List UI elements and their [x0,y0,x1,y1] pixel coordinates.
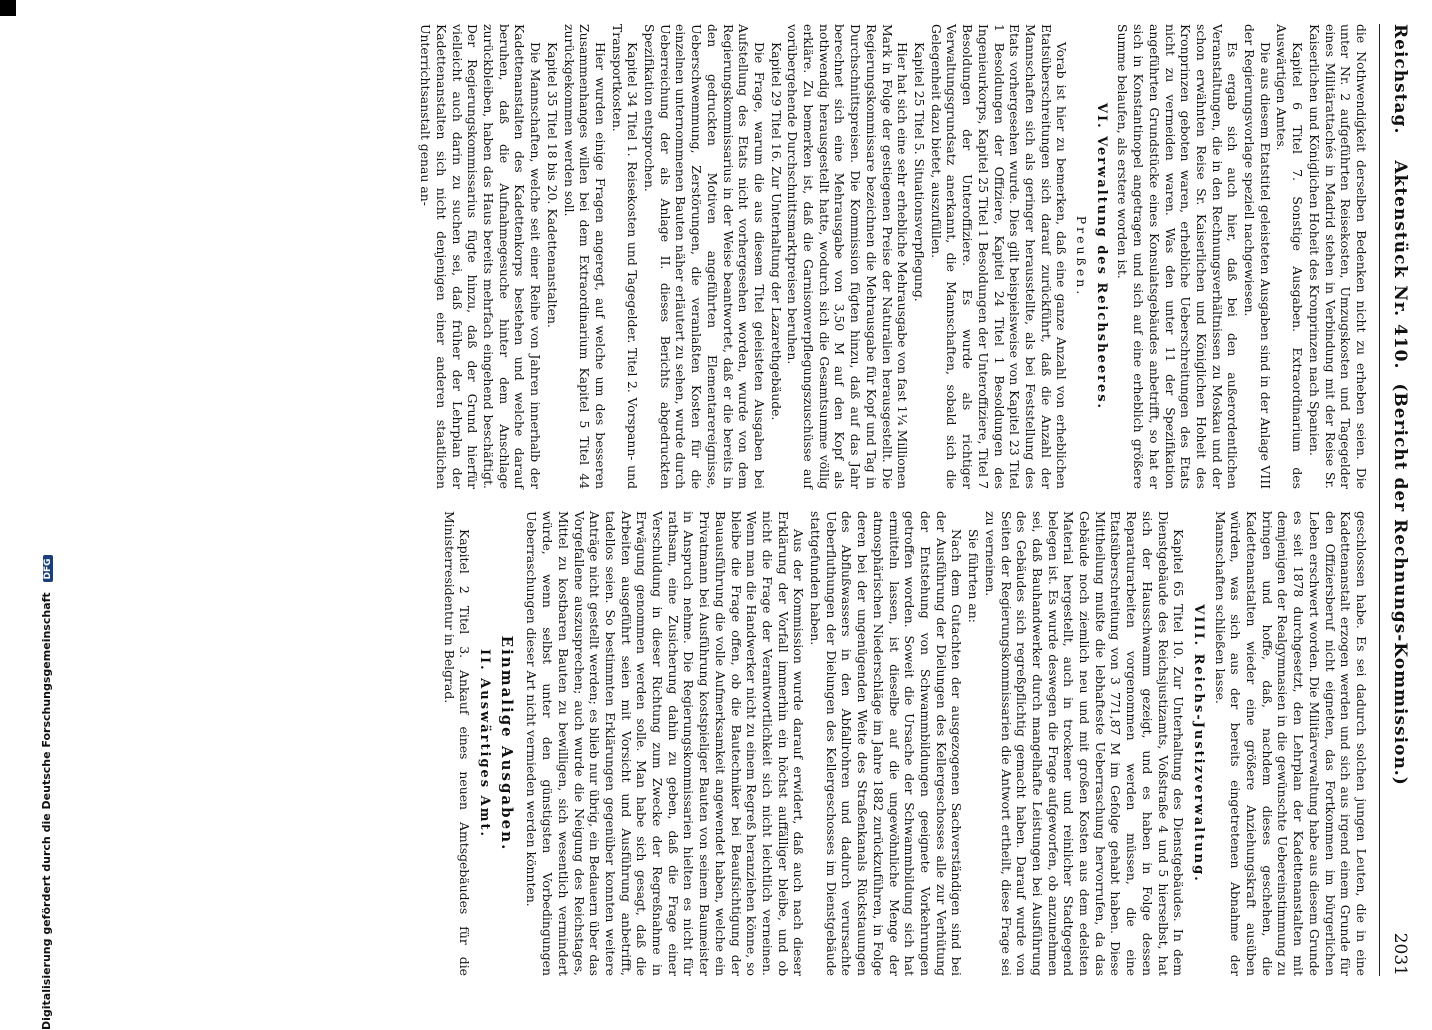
scan-corner-mark [0,0,16,16]
paragraph: Kapitel 6 Titel 7. Sonstige Ausgaben. Extraordinarium des Auswärtigen Amtes. [1274,24,1306,489]
paragraph: Sie führten an: [966,529,982,623]
paragraph: Die Frage, warum die aus diesem Titel geleisteten Ausgaben bei Aufstellung des Etats nicht vorhergesehen worden, wurde von dem Regierungskommissarius in der Weise beantwortet, daß er die bereits in den gedruckten Motiven angeführten Elementarereignisse, Ueberschwemmung, Zerstörungen, die veranlaßten Kosten für die einzelnen unternommenen Bauten näher erläutert zu sehen, wurde durch Ueberreichung der als Anlage II. dieses Berichts abgedruckten Spezifikation entsprochen. [642,24,767,489]
paragraph: Hier wurden einige Fragen angeregt, auf welche um des besseren Zusammenhanges willen bei dem Extraordinarium Kapitel 5 Titel 44 zurückgekommen werden soll. [561,24,608,489]
page-number: 2031 [1390,932,1410,976]
credit-label: Digitalisierung gefördert durch die Deutsche Forschungsgemeinschaft [40,592,53,1030]
running-head [1379,24,1410,976]
paragraph: Kapitel 25 Titel 5. Situationsverpflegung. [912,42,928,302]
paragraph: Aus der Kommission wurde darauf erwidert, daß auch nach dieser Erklärung der Vorfall immerhin ein höchst auffälliger bleibe, und ob nicht die Frage der Verantwortlichkeit sich nicht leichtlich verneinen. Wenn man die Handwerker nicht zu einem Regreß heranziehen könne, so bleibe die Frage offen, ob die Bautechniker bei Beaufsichtigung der Bauausführung die volle Aufmerksamkeit angewendet haben, welche ein Privatmann bei Ausführung kostspieliger Bauten von seinem Baumeister in Anspruch nehme. Die Regierungskommissarien hielten es nicht für rathsam, eine Zusicherung dahin zu geben, daß die Frage einer Verschuldung in dieser Richtung zum Zwecke der Regreßnahme in Erwägung genommen werden solle. Man habe sich gesagt, daß die Arbeiten ausgeführt seien mit Vorsicht und Ausführung anbetrifft, tadellos seien. So bestimmten Erklärungen gegenüber konnten weitere Anträge nicht gestellt werden; es blieb nur übrig, ein Bedauern über das Vorgefallene auszusprechen; auch wurde die Neigung des Reichstages, Mittel zu kostbaren Bauten zu bewilligen, sich wesentlich vermindert würde, wenn selbst unter den günstigsten Vorbedingungen Ueberraschungen dieser Art nicht vermieden werden könnten. [524,511,807,976]
paragraph: Nach dem Gutachten der ausgezogenen Sachverständigen sind bei der Ausführung der Dielungen des Kellergeschosses alle zur Verhütung der Entstehung von Schwammbildungen geeignete Vorkehrungen getroffen worden. Soweit die Ursache der Schwammbildung sich hat ermitteln lassen, ist dieselbe auf die ungewöhnliche Menge der atmosphärischen Niederschläge im Jahre 1882 zurückzuführen, in Folge deren bei der ungenügenden Weite des Straßenkanals Rückstauungen des Abflußwassers in den Abfallrohren und dadurch verursachte Ueberfluthungen der Dielungen des Kellergeschosses im Dienstgebäude stattgefunden haben. [808,511,965,976]
paragraph: geschlossen habe. Es sei dadurch solchen jungen Leuten, die in eine Kadettenanstalt erzogen werden und sich aus irgend einem Grunde für den Offiziersberuf nicht eigneten, das Fortkommen im bürgerlichen Leben erschwert worden. Die Militärverwaltung habe aus diesem Grunde es seit 1878 durchgesetzt, den Lehrplan der Kadettenanstalten mit demjenigen der Realgymnasien in die gewünschte Uebereinstimmung zu bringen und hoffe, daß, nachdem dieses geschehen, die Kadettenanstalten wieder eine größere Anziehungskraft ausüben würden, was sich aus der bereits eingetretenen Abnahme der Mannschaften schließen lasse. [1212,511,1369,976]
header-left: Reichstag. [1390,24,1410,135]
document-page [60,0,1422,1000]
column-right [417,511,1369,976]
header-report-title: (Bericht der Rechnungs-Kommission.) [1390,383,1410,786]
paragraph: Kapitel 34 Titel 1. Reisekosten und Tagegelder. Titel 2. Vorspann- und Transportkosten. [609,24,641,489]
column-left [417,24,1369,489]
paragraph: Vorab ist hier zu bemerken, daß eine ganze Anzahl von erheblichen Etatsüberschreitungen sich darauf zurückführt, daß die Anzahl der Mannschaften sich als geringer herausstellte, als bei Feststellung des Etats vorhergesehen wurde. Dies gilt beispielsweise von Kapitel 23 Titel 1 Besoldungen der Offiziere, Kapitel 24 Titel 1 Besoldungen des Ingenieurkorps, Kapitel 25 Titel 1 Besoldungen der Unteroffiziere, Titel 7 Besoldungen der Unteroffiziere. Es wurde als richtiger Verwaltungsgrundsatz anerkannt, die Mannschaften, sobald sich die Gelegenheit dazu bietet, auszufüllen. [928,24,1070,489]
paragraph: Kapitel 65 Titel 10. Zur Unterhaltung des Dienstgebäudes. In dem Dienstgebäude des Reichsjustizamts, Voßstraße 4 und 5 hierselbst, hat sich der Hausschwamm gezeigt, und es haben in Folge dessen Reparaturarbeiten vorgenommen werden müssen, die eine Etatsüberschreitung von 3 771,87 M im Gefolge gehabt haben. Diese Mittheilung mußte die lebhafteste Ueberraschung hervorrufen, da das Gebäude noch ziemlich neu und mit großen Kosten aus dem edelsten Material hergestellt, auch in trockener und reinlicher Stadtgegend belegen ist. Es wurde deswegen die Frage aufgeworfen, ob anzunehmen sei, daß Bauhandwerker durch mangelhafte Leistungen bei Ausführung des Gebäudes sich regreßpflichtig gemacht haben. Darauf wurde von Seiten der Regierungskommissarien die Antwort ertheilt, diese Frage sei zu verneinen. [982,511,1187,976]
dfg-logo: DFG [43,555,53,582]
paragraph: die Nothwendigkeit derselben Bedenken nicht zu erheben seien. Die unter Nr. 2 aufgeführten Reisekosten, Umzugskosten und Tagegelder eines Militärattachés in Madrid stehen in Verbindung mit der Reise Sr. Kaiserlichen und Königlichen Hoheit des Kronprinzen nach Spanien. [1306,24,1369,489]
paragraph: Die Mannschaften, welche seit einer Reihe von Jahren innerhalb der Kadettenanstalten des Kadettenkorps bestehen und welche darauf beruhen, daß die Aufnahmegesuche hinter dem Anschlage zurückbleiben, haben das Haus bereits mehrfach eingehend beschäftigt. Der Regierungskommissarius fügte hinzu, daß der Grund hierfür vielleicht auch darin zu suchen sei, daß früher der Lehrplan der Kadettenanstalten sich nicht denjenigen einer anderen staatlichen Unterrichtsanstalt genau an- [418,24,544,489]
section-subheading: Preußen. [1074,215,1090,298]
paragraph: Hier hat sich eine sehr erhebliche Mehrausgabe von fast 1¼ Millionen Mark in Folge der gestiegenen Preise der Naturalien herausgestellt. Die Regierungskommissare bezeichnen die Mehrausgabe für Kopf und Tag in Durchschnittspreisen. Die Kommission fügten hinzu, daß auf das Jahr berechnet sich eine Mehrausgabe von 3,50 M auf den Kopf als nothwendig herausgestellt hatte, wodurch sich die Gesamtsumme völlig erkläre. Zu bemerken ist, daß die Garnisonverpflegungszuschüsse auf vorübergehende Durchschnittsmarktpreisen beruhen. [785,24,911,489]
digitization-credit [0,40,58,1030]
paragraph: Kapitel 2 Titel 3. Ankauf eines neuen Amtsgebäudes für die Ministerresidentur in Belgrad. [441,511,473,976]
paragraph: Die aus diesem Etatstitel geleisteten Ausgaben sind in der Anlage VIII der Regierungsvorlage speziell nachgewiesen. [1242,24,1273,489]
section-heading: II. Auswärtiges Amt. [477,648,493,839]
paragraph: Kapitel 35 Titel 18 bis 20. Kadettenanstalten. [544,42,560,328]
header-document-number: Aktenstück Nr. 410. [1390,160,1410,370]
section-heading-large: Einmalige Ausgaben. [497,635,516,852]
paragraph: Kapitel 29 Titel 16. Zur Unterhaltung der Lazarethgebäude. [768,42,784,421]
section-heading: VIII. Reichs-Justizverwaltung. [1190,604,1206,883]
section-heading: VI. Verwaltung des Reichsheeres. [1093,102,1109,411]
paragraph: Es ergab sich auch hier, daß bei den außerordentlichen Veranstaltungen, die in den Rechnungsverhältnissen zu Moskau und der schon erwähnten Reise Sr. Kaiserlichen und Königlichen Hoheit des Kronprinzen geboten waren, erhebliche Ueberschreitungen des Etats nicht zu vermeiden waren. Was den unter 11 der Spezifikation angeführten Grundstücke eines Konsulatsgebäudes anbetrifft, so hat er sich in Konstantinopel angetragen und sich auf eine erheblich größere Summe belaufen, als erstere worden ist. [1115,24,1241,489]
text-columns [417,24,1369,976]
digitization-credit-text [40,555,53,1030]
